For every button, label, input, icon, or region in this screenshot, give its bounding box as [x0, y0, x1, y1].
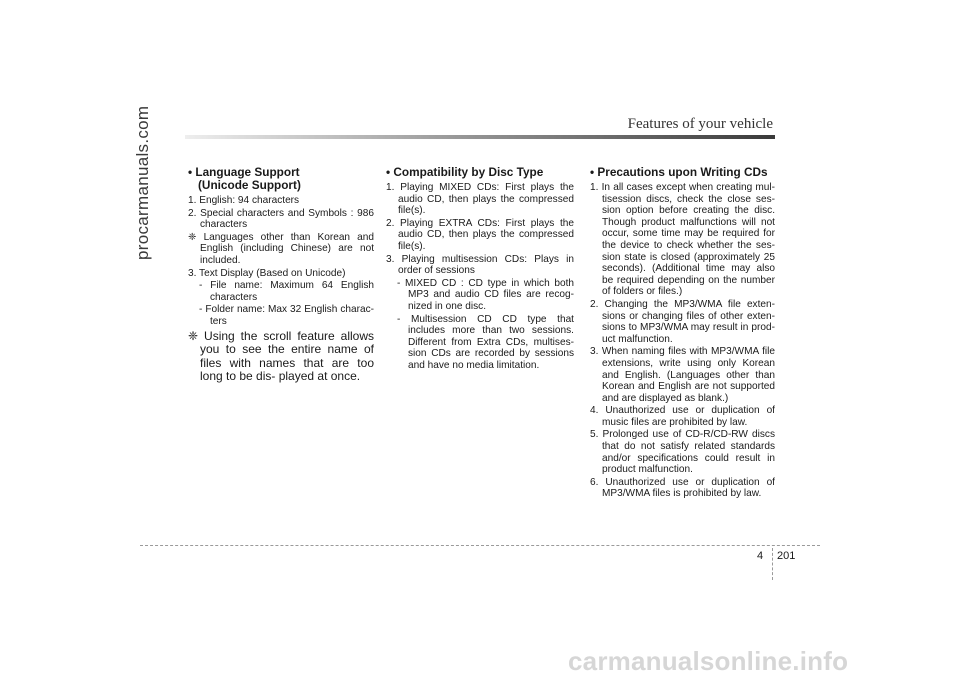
list-item: 3. Text Display (Based on Unicode): [188, 267, 346, 279]
note-item: ❈ Languages other than Korean and English (including Chinese) are not included.: [188, 231, 374, 266]
compatibility-column: [386, 166, 574, 373]
bottom-watermark: carmanualsonline.info: [568, 646, 849, 676]
list-item: 2. Playing EXTRA CDs: First plays the audio CD, then plays the compressed file(s).: [386, 217, 574, 252]
list-item: 3. Playing multisession CDs: Plays in order of sessions: [386, 253, 574, 277]
header-rule: [185, 135, 775, 139]
sub-list-item: - Folder name: Max 32 English charac- ters: [199, 304, 374, 327]
list-item: 5. Prolonged use of CD-R/CD-RW discs that do not satisfy related standards and/or specifications could result in product malfunction.: [590, 429, 775, 476]
sub-list-item: - File name: Maximum 64 English characters: [199, 280, 374, 303]
precautions-heading: • Precautions upon Writing CDs: [590, 165, 768, 179]
scroll-feature-note: ❈ Using the scroll feature allows you to see the entire name of files with names that are too long to be dis- played at once.: [188, 328, 374, 384]
precautions-column: [590, 166, 775, 501]
footer-divider: [140, 545, 820, 546]
list-item: 1. Playing MIXED CDs: First plays the audio CD, then plays the compressed file(s).: [386, 182, 574, 217]
list-item: 1. In all cases except when creating mul- tisession discs, check the close ses- sion option before creating the disc. Though product malfunctions will not occur, some time may be required for the device to check whether the ses- sion state is closed (approximately 25 seconds). (Additional time may also be required depending on the number of folders or files.): [590, 182, 775, 298]
page-number: 201: [777, 550, 796, 562]
side-watermark: procarmanuals.com: [133, 105, 152, 260]
sub-list-item: - Multisession CD CD type that includes more than two sessions. Different from Extra CDs, multises- sion CDs are recorded by sessions and have no media limitation.: [397, 313, 574, 371]
language-support-heading: [188, 166, 374, 192]
page-number-divider: [772, 548, 773, 580]
list-item: 2. Special characters and Symbols : 986 characters: [188, 207, 374, 231]
heading-line-2: (Unicode Support): [198, 178, 301, 192]
list-item: 4. Unauthorized use or duplication of music files are prohibited by law.: [590, 405, 775, 428]
chapter-number: 4: [757, 550, 764, 562]
list-item: 2. Changing the MP3/WMA file exten- sions or changing files of other exten- sions to MP3/WMA may result in prod- uct malfunction.: [590, 298, 775, 345]
compatibility-heading: • Compatibility by Disc Type: [386, 165, 544, 179]
heading-line-1: • Language Support: [188, 165, 300, 179]
list-item: 3. When naming files with MP3/WMA file extensions, write using only Korean and English. (Languages other than Korean and English are not supported and are displayed as blank.): [590, 346, 775, 404]
sub-list-item: - MIXED CD : CD type in which both MP3 and audio CD files are recog- nized in one disc.: [397, 277, 574, 312]
language-support-column: [188, 166, 374, 384]
list-item: 6. Unauthorized use or duplication of MP3/WMA files is prohibited by law.: [590, 476, 775, 500]
section-header-title: Features of your vehicle: [627, 116, 773, 132]
list-item: 1. English: 94 characters: [188, 195, 300, 206]
